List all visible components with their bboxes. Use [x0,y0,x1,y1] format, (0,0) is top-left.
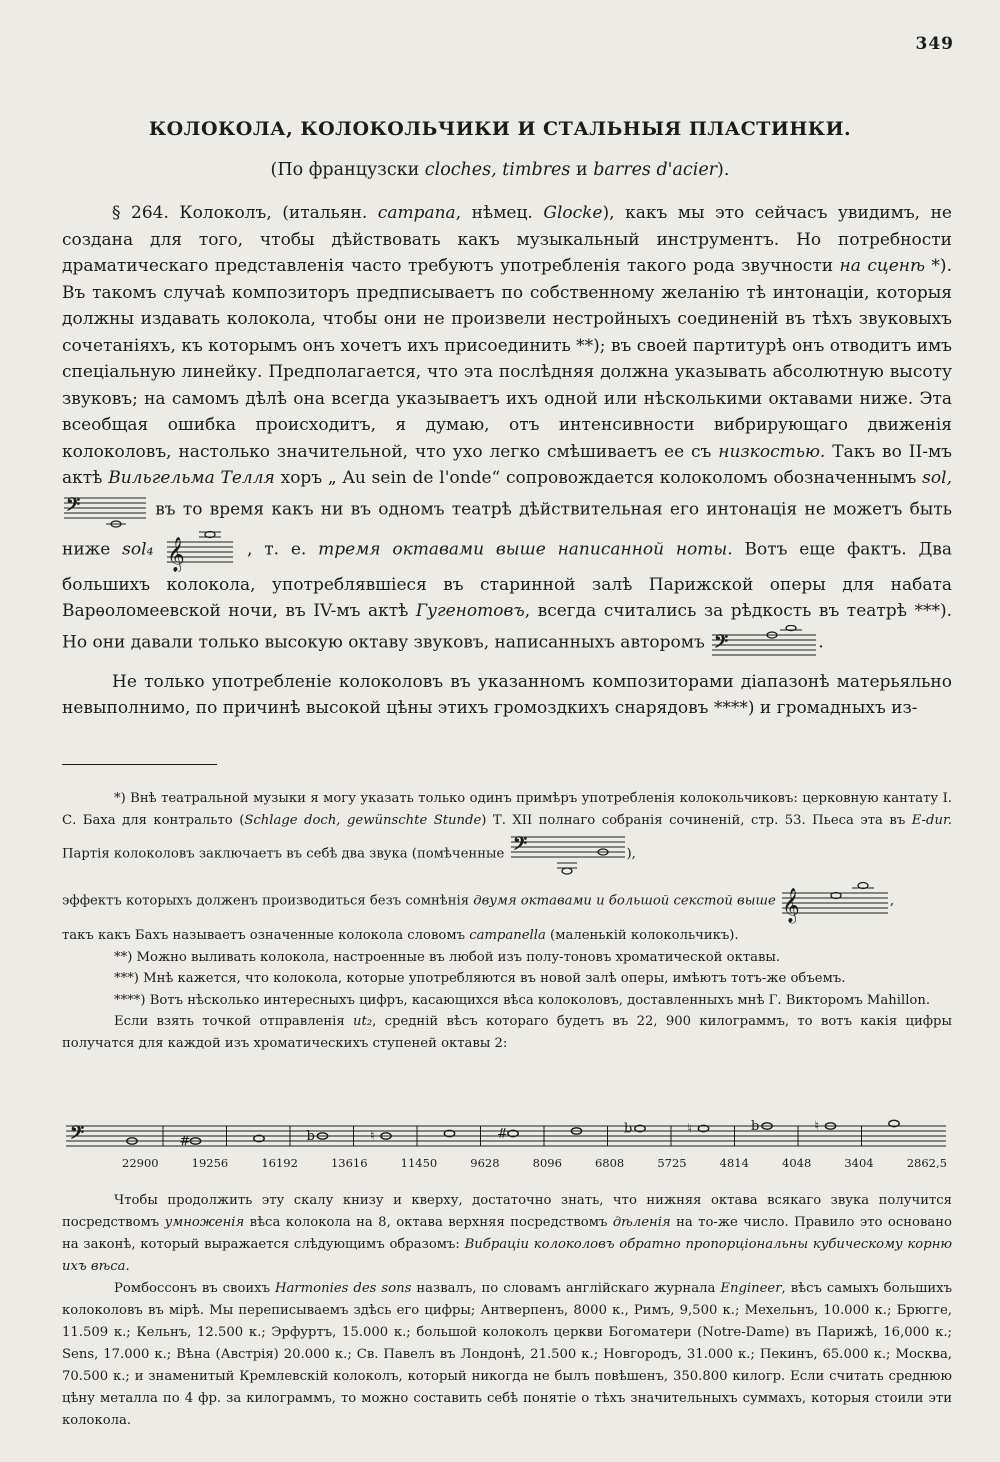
footnote-4: ****) Вотъ нѣсколько интересныхъ цифръ, касающихся вѣса колоколовъ, доставленныхъ мнѣ Г. Викторомъ Mahillon. [114,992,931,1008]
chromatic-scale-example [62,1108,952,1178]
scale-weight-value: 2862,5 [906,1156,947,1170]
scale-weight-value: 8096 [532,1156,562,1170]
footnote-1-end: такъ какъ Бахъ называетъ означенные колокола словомъ campanella (маленькій колокольчикъ). [62,928,739,943]
scale-weight-value: 4048 [782,1156,812,1170]
scale-weight-value: 13616 [330,1156,368,1170]
scale-weight-value: 16192 [261,1156,298,1170]
footnote-rule [62,764,217,765]
paragraph-continuation: Не только употребленіе колоколовъ въ указанномъ композиторами діапазонѣ матерьяльно невыполнимо, по причинѣ высокой цѣны этихъ громоздкихъ снарядовъ ****) и громадныхъ из- [62,671,952,718]
scale-weight-value: 22900 [122,1156,159,1170]
footnote-5: Если взять точкой отправленія ut₂, средній вѣсъ котораго будетъ въ 22, 900 килограммъ, то вотъ какія цифры получатся для каждой изъ хроматическихъ ступеней октавы 2: [62,1014,952,1051]
svg-text:𝄢: 𝄢 [66,493,81,520]
scale-weight-value: 9628 [470,1156,500,1170]
page-number: 349 [915,34,954,54]
music-staff-bass-bach [509,831,627,877]
music-staff-treble-bach [780,877,890,925]
scale-weight-value: 11450 [400,1156,438,1170]
section-subtitle: (По французски cloches, timbres и barres d'acier). [270,160,730,180]
footnote-2: **) Можно выливать колокола, настроенные въ любой изъ полу-тоновъ хроматической октавы. [114,949,781,965]
footnote-1: *) Внѣ театральной музыки я могу указать только одинъ примѣръ употребленія колокольчиковъ: церковную кантату І. С. Баха для контральто (Schlage doch, gewünschte Stunde) Т. XII полнаго собранія сочиненій, стр. 53. Пьеса эта въ E-dur. Партія колоколовъ заключаетъ въ себѣ два звука (помѣченные 𝄢 ), [62,788,952,877]
scale-accidental: ♮ [687,1121,693,1137]
scale-accidental: # [179,1134,191,1149]
scale-accidental: ♮ [370,1129,375,1144]
main-text [62,200,952,722]
paragraph-scale-rule: Чтобы продолжить эту скалу книзу и кверху, достаточно знать, что нижняя октава всякаго звука получится посредствомъ умноженія вѣса колокола на 8, октава верхняя посредствомъ дѣленія на то-же число. Правило это основано на законѣ, который выражается слѣдующимъ образомъ: Вибраціи колоколовъ обратно пропорціональны кубическому корню ихъ вѣса. [62,1193,952,1274]
svg-text:𝄢: 𝄢 [512,833,527,859]
scale-weight-value: 6808 [594,1156,625,1170]
svg-text:𝄢: 𝄢 [70,1122,85,1148]
svg-text:𝄞: 𝄞 [167,536,185,572]
scale-accidental: b [751,1119,760,1134]
chromatic-scale-staff [62,1108,952,1156]
scale-weight-value: 5725 [657,1156,687,1170]
section-title: КОЛОКОЛА, КОЛОКОЛЬЧИКИ И СТАЛЬНЫЯ ПЛАСТИНКИ. [148,118,852,140]
svg-text:𝄢: 𝄢 [714,630,729,657]
music-staff-bass-sol [62,492,148,528]
footnote-3: ***) Мнѣ кажется, что колокола, которые употребляются въ новой залѣ оперы, имѣютъ тотъ-же объемъ. [114,971,846,986]
music-staff-bass-octave [710,625,818,661]
footnotes [62,788,952,1054]
music-staff-treble-sol4 [165,528,235,572]
scale-weight-value: 19256 [191,1156,229,1170]
scale-accidental: b [624,1121,633,1137]
scale-weight-value: 4814 [719,1156,749,1170]
svg-text:𝄞: 𝄞 [781,888,800,923]
paragraph-264: § 264. Колоколъ, (итальян. campana, нѣмец. Glocke), какъ мы это сейчасъ увидимъ, не создана для того, чтобы дѣйствовать какъ музыкальный инструментъ. Но потребности драматическаго представленія часто требуютъ употребленія такого рода звучности на сценѣ *). Въ такомъ случаѣ композиторъ предписываетъ по собственному желанію тѣ интонаціи, которыя должны издавать колокола, чтобы они не произвели нестройныхъ соединеній въ тѣхъ звуковыхъ сочетаніяхъ, къ которымъ онъ хочетъ ихъ присоединить **); въ своей партитурѣ онъ отводитъ имъ спеціальную линейку. Предполагается, что эта послѣдняя должна указывать абсолютную высоту звуковъ; на самомъ дѣлѣ она всегда указываетъ ихъ одной или нѣсколькими октавами ниже. Эта всеобщая ошибка происходитъ, я думаю, отъ интенсивности вибрирующаго движенія колоколовъ, настолько значительной, что ухо легко смѣшиваетъ ее съ низкостью. Такъ во II-мъ актѣ Вильгельма Телля хоръ „ Au sein de l'onde“ сопровождается колоколомъ обозначеннымъ sol, 𝄢 въ то время какъ ни въ одномъ театрѣ дѣйствительная его интонація не можетъ быть ниже sol₄ 𝄞 , т. е. тремя октавами выше написанной ноты. Вотъ еще фактъ. Два большихъ колокола, употреблявшіеся въ старинной залѣ Парижской оперы для набата Варѳоломеевской ночи, въ IV-мъ актѣ Гугенотовъ, всегда считались за рѣдкость въ театрѣ ***). Но они давали только высокую октаву звуковъ, написанныхъ авторомъ 𝄢 . [62,200,952,661]
bottom-text [62,1190,952,1432]
scale-accidental: ♮ [814,1119,820,1134]
scale-accidental: b [306,1129,315,1144]
scale-weight-value: 3404 [844,1156,874,1170]
footnote-1-continued: эффектъ которыхъ долженъ производиться безъ сомнѣнія двумя октавами и большой секстой выше 𝄞 , [62,877,952,925]
scale-accidental: # [497,1126,508,1142]
scale-weights [122,1156,947,1174]
paragraph-largest-bells: Ромбоссонъ въ своихъ Harmonies des sons назвалъ, по словамъ англійскаго журнала Engineer, вѣсъ самыхъ большихъ колоколовъ въ мірѣ. Мы переписываемъ здѣсь его цифры; Антверпенъ, 8000 к., Римъ, 9,500 к.; Мехельнъ, 10.000 к.; Брюгге, 11.509 к.; Кельнъ, 12.500 к.; Эрфуртъ, 15.000 к.; большой колоколъ церкви Богоматери (Notre-Dame) въ Парижѣ, 16,000 к.; Sens, 17.000 к.; Вѣна (Австрія) 20.000 к.; Св. Павелъ въ Лондонѣ, 21.500 к.; Новгородъ, 31.000 к.; Пекинъ, 65.000 к.; Москва, 70.500 к.; и знаменитый Кремлевскій колоколъ, который никогда не былъ повѣшенъ, 350.800 килогр. Если считать среднюю цѣну металла по 4 фр. за килограммъ, то можно составить себѣ понятіе о тѣхъ значительныхъ суммахъ, которыя стоили эти колокола. [62,1281,952,1428]
